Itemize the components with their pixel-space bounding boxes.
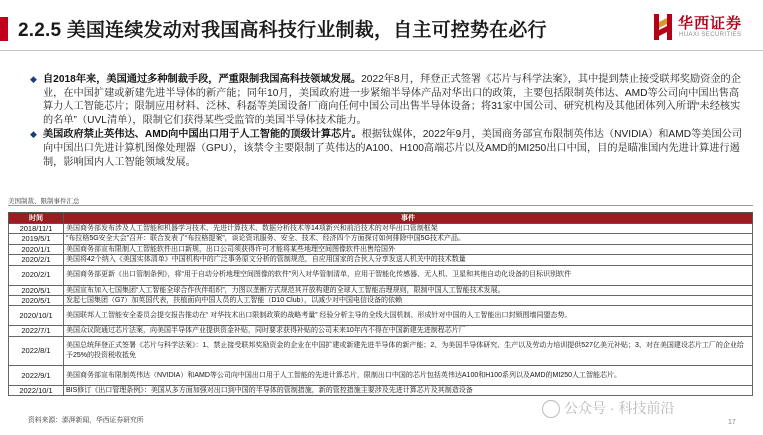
bullet-item (30, 128, 742, 169)
company-logo (652, 12, 752, 46)
table-row (9, 326, 753, 336)
row-event: “布拉格5G安全大会”召开：联合发表了“布拉格提案”，谈论资讯服务、安全、技术、经济四个方面探讨如何排除中国5G技术产品。 (64, 234, 753, 244)
watermark (542, 398, 674, 418)
row-date: 2022/10/1 (9, 385, 64, 395)
table-row (9, 296, 753, 306)
row-date: 2019/5/1 (9, 234, 64, 244)
row-event: BIS修订《出口管理条例》：美国从多方面加强对出口到中国的半导体的管制措施，新的管控措施主要涉及先进计算芯片及其制造设备 (64, 385, 753, 395)
bullet-lead: 自2018年来，美国通过多种制裁手段，严重限制我国高科技领域发展。 (43, 74, 362, 85)
sanctions-table (8, 212, 753, 396)
row-date: 2020/2/1 (9, 255, 64, 265)
row-event: 美国商务部宣布限制人工智能软件出口新规，出口公司须获得许可才能将某些地理空间图像软件出售给国外 (64, 244, 753, 254)
row-event: 美国联邦人工智能安全委员会提交报告推动在“ 对华技术出口限制政策的战略考量” 经验分析主导的全线大国机制、形成针对中国的人工智能出口封锁围墙同盟态势。 (64, 306, 753, 326)
bullet-list (30, 73, 742, 170)
diamond-bullet-icon: ◆ (30, 129, 37, 140)
row-event: 美国宣布加入七国集团“人工智能全球合作伙伴组织”，力图以垄断方式规范其开放构建的全球人工智能治理规则，限制中国人工智能技术发展。 (64, 285, 753, 295)
row-event: 美国商务部发布涉及人工智能和机器学习技术、先进计算技术、数据分析技术等14项新兴和前沿技术的对华出口管制框架 (64, 224, 753, 234)
table-row (9, 244, 753, 254)
row-event: 美国将42个纳入《美国实体清单》中国机构中的广泛事务原文分析的管制规范，自应用国家的合伙人分享发送人机关中的技术数量 (64, 255, 753, 265)
table-row (9, 385, 753, 395)
row-date: 2020/10/1 (9, 306, 64, 326)
table-row (9, 255, 753, 265)
table-row (9, 365, 753, 385)
row-date: 2020/2/1 (9, 265, 64, 285)
bullet-lead: 美国政府禁止英伟达、AMD向中国出口用于人工智能的顶级计算芯片。 (43, 129, 362, 141)
table-row (9, 234, 753, 244)
column-header-event: 事件 (64, 213, 753, 224)
page-title: 2.2.5 美国连续发动对我国高科技行业制裁，自主可控势在必行 (18, 20, 547, 41)
table-row (9, 224, 753, 234)
row-date: 2022/7/1 (9, 326, 64, 336)
table-row (9, 336, 753, 365)
bullet-body: 根据钛媒体，2022年9月，美国商务部宣布限制英伟达（NVIDIA）和AMD等美国公司向中国出口先进计算机图像处理器（GPU），该禁令主要限制了英伟达的A100、H100高端芯片以及AMD的MI250出口中国，目的是瞄准国内先进计算进行遏制，影响国内人工智能领域发展。 (43, 129, 743, 168)
bullet-body: 2022年8月，拜登正式签署《芯片与科学法案》，其中提到禁止接受联邦奖励资金的企业，在中国扩建或新建先进半导体的新产能；同年10月，美国政府进一步紧缩半导体产品对华出口的政策，主要包括限制英伟达、AMD等公司向中国出售高算力人工智能芯片；限制应用材料、泛林、科磊等美国设备厂商向任何中国公司出售半导体设备；将31家中国公司、研究机构及其他团体列入所谓“未经核实的名单”（UVL清单），限制它们获得某些受监管的美国半导体技术能力。 (43, 74, 741, 126)
row-date: 2020/5/1 (9, 285, 64, 295)
wechat-account-icon (542, 400, 560, 418)
table-row (9, 285, 753, 295)
row-date: 2022/9/1 (9, 365, 64, 385)
page-number: 17 (728, 419, 736, 426)
row-event: 美国商务部宣布限制英伟达（NVIDIA）和AMD等公司向中国出口用于人工智能的先进计算芯片，限制出口中国的芯片包括英伟达A100和H100系列以及AMD的MI250人工智能芯片。 (64, 365, 753, 385)
row-date: 2020/1/1 (9, 244, 64, 254)
source-note: 资料来源：澎湃新闻，华西证券研究所 (28, 417, 144, 424)
watermark-text: 公众号 · 科技前沿 (564, 400, 675, 416)
row-event: 美国商务部更新《出口管制条例》，将“用于自动分析地理空间图像的软件”列入对华管制清单，应用于智能化传感器、无人机、卫星和其他自动化设备的目标识别软件 (64, 265, 753, 285)
row-date: 2022/8/1 (9, 336, 64, 365)
table-caption: 美国制裁、限制事件汇总 (8, 198, 80, 205)
header-divider (0, 50, 763, 51)
table-caption-divider (8, 205, 753, 206)
row-event: 美国总统拜登正式签署《芯片与科学法案》：1、禁止接受联邦奖励资金的企业在中国扩建或新建先进半导体的新产能；2、为美国半导体研究、生产以及劳动力培训提供527亿美元补贴；3、对在美国建设芯片工厂的企业给予25%的投资税收抵免 (64, 336, 753, 365)
table-row (9, 265, 753, 285)
title-accent-bar (0, 17, 8, 41)
row-date: 2020/5/1 (9, 296, 64, 306)
logo-text-cn: 华西证券 (678, 15, 743, 32)
column-header-date: 时间 (9, 213, 64, 224)
bullet-item (30, 73, 742, 127)
row-event: 美国众议院通过芯片法案，向美国半导体产业提供资金补贴，同时要求获得补贴的公司未来10年内不得在中国新建先进制程芯片厂 (64, 326, 753, 336)
table-header-row (9, 213, 753, 224)
diamond-bullet-icon: ◆ (30, 74, 37, 84)
table-row (9, 306, 753, 326)
huaxi-logo-icon (652, 12, 674, 42)
row-date: 2018/11/1 (9, 224, 64, 234)
row-event: 发起七国集团（G7）加英国代表，扶植面向中国人员的人工智能（D10 Club），以减少对中国电信设备的依赖 (64, 296, 753, 306)
logo-text-en: HUAXI SECURITIES (679, 32, 742, 38)
